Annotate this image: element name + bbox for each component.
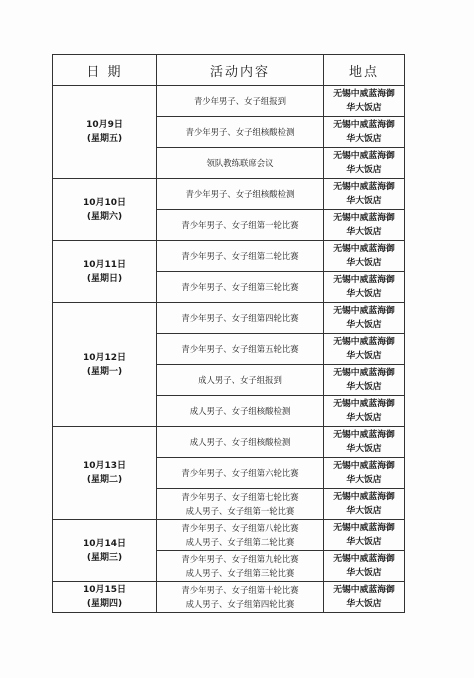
activity-text: 青少年男子、女子组第一轮比赛: [181, 220, 299, 230]
activity-cell: [157, 148, 324, 179]
activity-text: 青少年男子、女子组报到: [193, 96, 287, 106]
date-text: 10月10日: [82, 197, 127, 208]
activity-cell: [157, 334, 324, 365]
location-text: 无锡中威蓝海御: [333, 399, 395, 409]
date-cell: [53, 86, 157, 179]
activity-cell: [157, 272, 324, 303]
location-text: 华大饭店: [346, 289, 382, 299]
weekday-text: (星期二): [86, 475, 123, 485]
activity-cell: [157, 117, 324, 148]
location-cell: [324, 365, 405, 396]
activity-cell: [157, 241, 324, 272]
date-text: 10月11日: [82, 259, 127, 270]
activity-text: 成人男子、女子组第二轮比赛: [185, 537, 295, 547]
activity-text: 青少年男子、女子组第七轮比赛: [181, 492, 299, 502]
location-text: 无锡中威蓝海御: [333, 461, 395, 471]
weekday-text: (星期四): [86, 599, 123, 609]
activity-cell: [157, 303, 324, 334]
location-text: 无锡中威蓝海御: [333, 89, 395, 99]
location-text: 无锡中威蓝海御: [333, 213, 395, 223]
date-text: 10月9日: [86, 120, 123, 130]
location-cell: [324, 179, 405, 210]
date-cell: [53, 582, 157, 613]
activity-cell: [157, 365, 324, 396]
location-text: 华大饭店: [346, 413, 382, 423]
activity-text: 青少年男子、女子组第五轮比赛: [181, 344, 299, 354]
location-text: 无锡中威蓝海御: [333, 368, 395, 378]
activity-cell: [157, 520, 324, 551]
location-text: 华大饭店: [346, 103, 382, 113]
activity-text: 成人男子、女子组报到: [198, 375, 282, 385]
header-row: [53, 55, 405, 86]
location-text: 华大饭店: [346, 227, 382, 237]
location-text: 华大饭店: [346, 351, 382, 361]
activity-cell: [157, 489, 324, 520]
schedule-body: [53, 86, 405, 613]
location-cell: [324, 334, 405, 365]
location-text: 华大饭店: [346, 382, 382, 392]
activity-text: 青少年男子、女子组第八轮比赛: [181, 523, 299, 533]
activity-cell: [157, 210, 324, 241]
location-cell: [324, 551, 405, 582]
location-cell: [324, 210, 405, 241]
location-text: 无锡中威蓝海御: [333, 492, 395, 502]
activity-text: 成人男子、女子组第四轮比赛: [185, 599, 295, 609]
activity-text: 青少年男子、女子组核酸检测: [185, 127, 295, 137]
location-text: 无锡中威蓝海御: [333, 151, 395, 161]
activity-cell: [157, 582, 324, 613]
activity-text: 成人男子、女子组第一轮比赛: [185, 506, 295, 516]
date-cell: [53, 241, 157, 303]
table-row: [53, 582, 405, 613]
location-text: 无锡中威蓝海御: [333, 554, 395, 564]
location-text: 华大饭店: [346, 568, 382, 578]
activity-cell: [157, 458, 324, 489]
location-cell: [324, 117, 405, 148]
table-row: [53, 86, 405, 117]
location-cell: [324, 582, 405, 613]
location-cell: [324, 148, 405, 179]
date-cell: [53, 520, 157, 582]
date-text: 10月15日: [82, 585, 127, 595]
activity-cell: [157, 551, 324, 582]
location-text: 无锡中威蓝海御: [333, 182, 395, 192]
location-cell: [324, 396, 405, 427]
header-location: 地点: [324, 55, 405, 86]
activity-cell: [157, 86, 324, 117]
location-cell: [324, 86, 405, 117]
location-text: 无锡中威蓝海御: [333, 523, 395, 533]
weekday-text: (星期日): [86, 273, 123, 284]
weekday-text: (星期六): [86, 211, 123, 222]
location-cell: [324, 427, 405, 458]
location-text: 华大饭店: [346, 258, 382, 268]
header-activity: 活动内容: [157, 55, 324, 86]
activity-text: 青少年男子、女子组第九轮比赛: [181, 554, 299, 564]
activity-text: 青少年男子、女子组第三轮比赛: [181, 282, 299, 292]
activity-cell: [157, 427, 324, 458]
activity-text: 领队教练联席会议: [206, 158, 274, 168]
table-row: [53, 179, 405, 210]
date-cell: [53, 303, 157, 427]
location-text: 无锡中威蓝海御: [333, 430, 395, 440]
location-text: 华大饭店: [346, 599, 382, 609]
location-cell: [324, 520, 405, 551]
activity-text: 青少年男子、女子组第二轮比赛: [181, 251, 299, 261]
location-text: 无锡中威蓝海御: [333, 337, 395, 347]
location-cell: [324, 272, 405, 303]
date-text: 10月14日: [82, 538, 127, 549]
activity-cell: [157, 396, 324, 427]
location-text: 华大饭店: [346, 165, 382, 175]
location-text: 华大饭店: [346, 475, 382, 485]
date-cell: [53, 427, 157, 520]
location-text: 华大饭店: [346, 134, 382, 144]
location-text: 华大饭店: [346, 196, 382, 206]
location-text: 华大饭店: [346, 444, 382, 454]
date-text: 10月13日: [82, 461, 127, 471]
location-cell: [324, 241, 405, 272]
location-text: 华大饭店: [346, 320, 382, 330]
location-text: 无锡中威蓝海御: [333, 585, 395, 595]
location-text: 无锡中威蓝海御: [333, 275, 395, 285]
table-row: [53, 520, 405, 551]
location-text: 华大饭店: [346, 506, 382, 516]
table-row: [53, 427, 405, 458]
location-cell: [324, 489, 405, 520]
weekday-text: (星期三): [86, 552, 123, 563]
location-text: 无锡中威蓝海御: [333, 244, 395, 254]
location-text: 无锡中威蓝海御: [333, 120, 395, 130]
activity-text: 成人男子、女子组第三轮比赛: [185, 568, 295, 578]
header-date: 日 期: [53, 55, 157, 86]
location-cell: [324, 458, 405, 489]
location-cell: [324, 303, 405, 334]
activity-text: 青少年男子、女子组第六轮比赛: [181, 468, 299, 478]
location-text: 华大饭店: [346, 537, 382, 547]
table-row: [53, 303, 405, 334]
activity-text: 青少年男子、女子组第四轮比赛: [181, 313, 299, 323]
activity-cell: [157, 179, 324, 210]
activity-text: 成人男子、女子组核酸检测: [189, 406, 291, 416]
table-row: [53, 241, 405, 272]
weekday-text: (星期一): [86, 366, 123, 377]
activity-text: 成人男子、女子组核酸检测: [189, 437, 291, 447]
weekday-text: (星期五): [86, 134, 123, 144]
activity-text: 青少年男子、女子组第十轮比赛: [181, 585, 299, 595]
schedule-table: [52, 54, 405, 613]
date-text: 10月12日: [82, 352, 127, 363]
date-cell: [53, 179, 157, 241]
location-text: 无锡中威蓝海御: [333, 306, 395, 316]
activity-text: 青少年男子、女子组核酸检测: [185, 189, 295, 199]
